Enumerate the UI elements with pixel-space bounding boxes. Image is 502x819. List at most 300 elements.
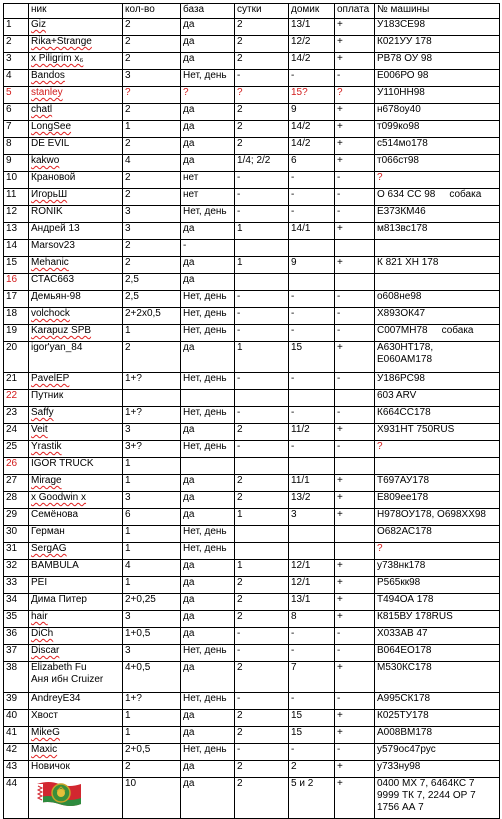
days-cell (235, 543, 289, 560)
car-number-text: Х931НТ 750RUS (377, 424, 455, 435)
days-cell: 2 (235, 761, 289, 778)
row-number: 22 (4, 390, 29, 407)
car-number-text: М530КС178 (377, 662, 432, 673)
house-cell: 2 (289, 761, 335, 778)
car-number-cell (375, 104, 500, 121)
car-number-cell (375, 778, 500, 819)
qty-cell: 3 (123, 223, 181, 240)
car-number-text: К815ВУ 178RUS (377, 611, 453, 622)
base-cell: Нет, день (181, 645, 235, 662)
car-number-text: Е373КМ46 (377, 206, 426, 217)
table-row (4, 53, 500, 70)
car-number-text: К664СС178 (377, 407, 431, 418)
base-cell: Нет, день (181, 543, 235, 560)
base-cell: да (181, 662, 235, 693)
nick-cell (29, 342, 123, 373)
nick-cell (29, 744, 123, 761)
house-cell: - (289, 441, 335, 458)
qty-cell: 2+2x0,5 (123, 308, 181, 325)
car-number-cell (375, 206, 500, 223)
row-number: 14 (4, 240, 29, 257)
row-number: 8 (4, 138, 29, 155)
car-number-text: В064ЕО178 (377, 645, 432, 656)
base-cell: да (181, 628, 235, 645)
base-cell: Нет, день (181, 526, 235, 543)
table-row (4, 342, 500, 373)
pay-cell: + (335, 778, 375, 819)
days-cell: 2 (235, 475, 289, 492)
pay-cell: - (335, 291, 375, 308)
row-number: 19 (4, 325, 29, 342)
table-row (4, 274, 500, 291)
base-cell: да (181, 257, 235, 274)
house-cell: - (289, 628, 335, 645)
nick-cell (29, 492, 123, 509)
row-number: 42 (4, 744, 29, 761)
nick-text: СТАС663 (31, 274, 75, 285)
nick-text: Mehanic (31, 257, 69, 268)
base-cell: Нет, день (181, 373, 235, 390)
row-number: 36 (4, 628, 29, 645)
nick-text: Discar (31, 645, 60, 656)
house-cell: 13/1 (289, 19, 335, 36)
row-number: 30 (4, 526, 29, 543)
car-number-text: А995СК178 (377, 693, 431, 704)
table-row (4, 424, 500, 441)
pay-cell: + (335, 662, 375, 693)
table-row (4, 155, 500, 172)
nick-cell (29, 36, 123, 53)
qty-cell: 2 (123, 36, 181, 53)
days-cell: - (235, 308, 289, 325)
pay-cell (335, 390, 375, 407)
nick-cell (29, 206, 123, 223)
qty-cell (123, 390, 181, 407)
days-cell: 2 (235, 424, 289, 441)
days-cell: 2 (235, 36, 289, 53)
pay-cell: + (335, 577, 375, 594)
car-number-cell (375, 710, 500, 727)
qty-cell: 3 (123, 492, 181, 509)
nick-text: MikeG (31, 727, 60, 738)
car-number-text: О682АС178 (377, 526, 432, 537)
car-number-text: м813вс178 (377, 223, 428, 234)
pay-cell: + (335, 342, 375, 373)
house-cell: - (289, 172, 335, 189)
house-cell: 9 (289, 257, 335, 274)
qty-cell: 2 (123, 761, 181, 778)
row-number: 27 (4, 475, 29, 492)
nick-cell (29, 727, 123, 744)
row-number: 4 (4, 70, 29, 87)
car-number-cell (375, 291, 500, 308)
days-cell: - (235, 172, 289, 189)
row-number: 31 (4, 543, 29, 560)
row-number: 43 (4, 761, 29, 778)
table-row (4, 291, 500, 308)
days-cell: 1 (235, 223, 289, 240)
car-number-text: Е809ее178 (377, 492, 429, 503)
table-row (4, 87, 500, 104)
pay-cell: + (335, 36, 375, 53)
car-number-cell (375, 645, 500, 662)
car-number-cell (375, 189, 500, 206)
days-cell: ? (235, 87, 289, 104)
pay-cell: ? (335, 87, 375, 104)
pay-cell: - (335, 308, 375, 325)
row-number: 32 (4, 560, 29, 577)
car-number-cell (375, 36, 500, 53)
car-number-cell (375, 19, 500, 36)
car-number-cell (375, 492, 500, 509)
nick-cell (29, 611, 123, 628)
table-row (4, 206, 500, 223)
base-cell: Нет, день (181, 308, 235, 325)
car-number-cell (375, 70, 500, 87)
nick-text: Saffy (31, 407, 54, 418)
car-number-text-line: 1756 АА 7 (377, 802, 424, 813)
days-cell: 2 (235, 710, 289, 727)
header-cell: оплата (335, 4, 375, 19)
nick-cell (29, 407, 123, 424)
nick-cell (29, 104, 123, 121)
nick-text: Демьян-98 (31, 291, 81, 302)
house-cell: - (289, 325, 335, 342)
pay-cell: - (335, 189, 375, 206)
base-cell: да (181, 475, 235, 492)
car-number-text: Т494ОА 178 (377, 594, 434, 605)
table-row (4, 441, 500, 458)
table-row (4, 744, 500, 761)
table-row (4, 492, 500, 509)
qty-cell: 2 (123, 104, 181, 121)
table-row (4, 526, 500, 543)
base-cell: ? (181, 87, 235, 104)
table-row (4, 693, 500, 710)
nick-cell (29, 560, 123, 577)
table-row (4, 577, 500, 594)
registration-table (3, 3, 500, 819)
nick-text: stanley (31, 87, 63, 98)
car-number-text: С007МН78 (377, 325, 428, 336)
car-number-cell (375, 121, 500, 138)
days-cell: - (235, 693, 289, 710)
base-cell: да (181, 761, 235, 778)
pay-cell (335, 458, 375, 475)
header-cell: база (181, 4, 235, 19)
days-cell: 2 (235, 727, 289, 744)
house-cell: - (289, 291, 335, 308)
car-number-text: О 634 СС 98 (377, 189, 436, 200)
house-cell: 15 (289, 727, 335, 744)
car-number-cell (375, 87, 500, 104)
base-cell: Нет, день (181, 693, 235, 710)
car-number-text: У186РС98 (377, 373, 425, 384)
car-number-text: Х893ОК47 (377, 308, 426, 319)
nick-text: Хвост (31, 710, 59, 721)
qty-cell: 2+0,25 (123, 594, 181, 611)
header-cell: кол-во (123, 4, 181, 19)
pay-cell: - (335, 744, 375, 761)
nick-cell (29, 373, 123, 390)
row-number: 21 (4, 373, 29, 390)
car-number-cell (375, 662, 500, 693)
car-number-cell (375, 693, 500, 710)
nick-cell (29, 628, 123, 645)
car-number-cell (375, 475, 500, 492)
row-number: 6 (4, 104, 29, 121)
nick-cell (29, 172, 123, 189)
car-number-text: У183СЕ98 (377, 19, 426, 30)
pay-cell: - (335, 70, 375, 87)
nick-text: ИгорьШ (31, 189, 68, 200)
base-cell: да (181, 560, 235, 577)
qty-cell: 1+0,5 (123, 628, 181, 645)
nick-cell (29, 189, 123, 206)
pay-cell: + (335, 223, 375, 240)
days-cell: 2 (235, 611, 289, 628)
pay-cell: + (335, 104, 375, 121)
days-cell: 2 (235, 104, 289, 121)
nick-cell (29, 87, 123, 104)
pay-cell: + (335, 492, 375, 509)
row-number: 40 (4, 710, 29, 727)
nick-cell (29, 424, 123, 441)
days-cell: 1 (235, 560, 289, 577)
house-cell: 9 (289, 104, 335, 121)
table-row (4, 19, 500, 36)
row-number: 1 (4, 19, 29, 36)
nick-text: x Piligrim x₆ (31, 53, 84, 64)
pay-cell: + (335, 560, 375, 577)
table-row (4, 645, 500, 662)
base-cell (181, 390, 235, 407)
car-number-cell (375, 53, 500, 70)
days-cell (235, 274, 289, 291)
house-cell: 14/2 (289, 138, 335, 155)
house-cell: - (289, 407, 335, 424)
row-number: 41 (4, 727, 29, 744)
row-number: 23 (4, 407, 29, 424)
nick-text: Дима Питер (31, 594, 87, 605)
qty-cell: 3 (123, 424, 181, 441)
qty-cell: 3+? (123, 441, 181, 458)
days-cell: 1/4; 2/2 (235, 155, 289, 172)
nick-cell (29, 19, 123, 36)
nick-cell (29, 325, 123, 342)
car-number-cell (375, 257, 500, 274)
nick-cell (29, 70, 123, 87)
pay-cell: - (335, 441, 375, 458)
car-number-text: н678оу40 (377, 104, 421, 115)
qty-cell: 1 (123, 543, 181, 560)
row-number: 34 (4, 594, 29, 611)
qty-cell: 4+0,5 (123, 662, 181, 693)
car-number-cell (375, 138, 500, 155)
pay-cell: + (335, 727, 375, 744)
nick-text: Путник (31, 390, 64, 401)
row-number: 13 (4, 223, 29, 240)
car-number-cell (375, 526, 500, 543)
nick-cell (29, 121, 123, 138)
table-row (4, 104, 500, 121)
table-row (4, 189, 500, 206)
house-cell: - (289, 308, 335, 325)
row-number: 2 (4, 36, 29, 53)
nick-cell (29, 257, 123, 274)
row-number: 7 (4, 121, 29, 138)
house-cell: - (289, 373, 335, 390)
nick-cell (29, 543, 123, 560)
qty-cell: 1 (123, 727, 181, 744)
row-number: 9 (4, 155, 29, 172)
table-row (4, 138, 500, 155)
base-cell: да (181, 778, 235, 819)
row-number: 28 (4, 492, 29, 509)
base-cell: - (181, 240, 235, 257)
row-number: 35 (4, 611, 29, 628)
base-cell: да (181, 19, 235, 36)
qty-cell: 2+0,5 (123, 744, 181, 761)
car-number-text: К021УУ 178 (377, 36, 432, 47)
house-cell (289, 543, 335, 560)
house-cell: 12/1 (289, 577, 335, 594)
pay-cell: + (335, 509, 375, 526)
car-number-text: у733ну98 (377, 761, 421, 772)
car-number-cell (375, 594, 500, 611)
nick-text: chatl (31, 104, 53, 115)
days-cell: - (235, 325, 289, 342)
pay-cell: - (335, 407, 375, 424)
car-number-text: т066ст98 (377, 155, 419, 166)
qty-cell: 2,5 (123, 274, 181, 291)
house-cell: 15? (289, 87, 335, 104)
pay-cell: + (335, 424, 375, 441)
nick-cell (29, 526, 123, 543)
row-number: 20 (4, 342, 29, 373)
qty-cell: 1 (123, 458, 181, 475)
base-cell: Нет, день (181, 744, 235, 761)
row-number: 38 (4, 662, 29, 693)
car-number-text: Н978ОУ178, О698ХХ98 (377, 509, 486, 520)
qty-cell: 1+? (123, 407, 181, 424)
car-number-text: А630НТ178, (377, 342, 434, 353)
car-number-cell (375, 325, 500, 342)
nick-cell (29, 662, 123, 693)
pay-cell: + (335, 710, 375, 727)
car-number-cell (375, 172, 500, 189)
base-cell: да (181, 223, 235, 240)
pay-cell: - (335, 693, 375, 710)
table-row (4, 662, 500, 693)
car-number-cell (375, 761, 500, 778)
car-number-text: ? (377, 543, 383, 554)
table-row (4, 325, 500, 342)
table-row (4, 543, 500, 560)
table-row (4, 121, 500, 138)
nick-cell (29, 138, 123, 155)
days-cell: - (235, 441, 289, 458)
nick-text: x Goodwin x (31, 492, 87, 503)
row-number: 39 (4, 693, 29, 710)
row-number: 33 (4, 577, 29, 594)
house-cell: 5 и 2 (289, 778, 335, 819)
nick-text: Rika+Strange (31, 36, 92, 47)
base-cell: да (181, 710, 235, 727)
nick-cell (29, 53, 123, 70)
pay-cell: + (335, 761, 375, 778)
days-cell: - (235, 628, 289, 645)
table-row (4, 223, 500, 240)
table-row (4, 36, 500, 53)
header-cell: домик (289, 4, 335, 19)
nick-text: Крановой (31, 172, 76, 183)
row-number: 44 (4, 778, 29, 819)
nick-text: hair (31, 611, 48, 622)
car-number-text: у738нк178 (377, 560, 426, 571)
days-cell: - (235, 645, 289, 662)
table-row (4, 710, 500, 727)
car-number-text: ? (377, 441, 383, 452)
qty-cell: 1 (123, 710, 181, 727)
car-number-cell (375, 458, 500, 475)
base-cell: нет (181, 172, 235, 189)
pay-cell: - (335, 645, 375, 662)
base-cell: да (181, 727, 235, 744)
days-cell: - (235, 70, 289, 87)
nick-text: LongSee (31, 121, 72, 132)
table-row (4, 475, 500, 492)
base-cell: Нет, день (181, 291, 235, 308)
pay-cell: + (335, 121, 375, 138)
car-number-text: с514мо178 (377, 138, 428, 149)
base-cell: Нет, день (181, 206, 235, 223)
car-note: собака (449, 189, 482, 200)
nick-text: AndreyE34 (31, 693, 81, 704)
nick-text: Maxic (31, 744, 58, 755)
header-cell: сутки (235, 4, 289, 19)
car-number-text: Р565кк98 (377, 577, 421, 588)
qty-cell: 3 (123, 206, 181, 223)
base-cell: Нет, день (181, 441, 235, 458)
house-cell: 11/2 (289, 424, 335, 441)
pay-cell (335, 274, 375, 291)
days-cell (235, 458, 289, 475)
car-number-cell (375, 308, 500, 325)
car-number-cell (375, 390, 500, 407)
nick-cell (29, 761, 123, 778)
base-cell: Нет, день (181, 407, 235, 424)
house-cell: 6 (289, 155, 335, 172)
house-cell: - (289, 693, 335, 710)
qty-cell: 3 (123, 70, 181, 87)
table-row (4, 70, 500, 87)
car-number-cell (375, 342, 500, 373)
days-cell (235, 526, 289, 543)
belarus-emblem-flag-icon (35, 778, 83, 808)
car-number-text: о608не98 (377, 291, 422, 302)
qty-cell: 1 (123, 475, 181, 492)
base-cell: да (181, 509, 235, 526)
table-row (4, 308, 500, 325)
qty-cell: 1 (123, 121, 181, 138)
base-cell: да (181, 155, 235, 172)
nick-cell (29, 577, 123, 594)
nick-text: Новичок (31, 761, 70, 772)
days-cell: 2 (235, 577, 289, 594)
house-cell (289, 458, 335, 475)
table-row (4, 257, 500, 274)
